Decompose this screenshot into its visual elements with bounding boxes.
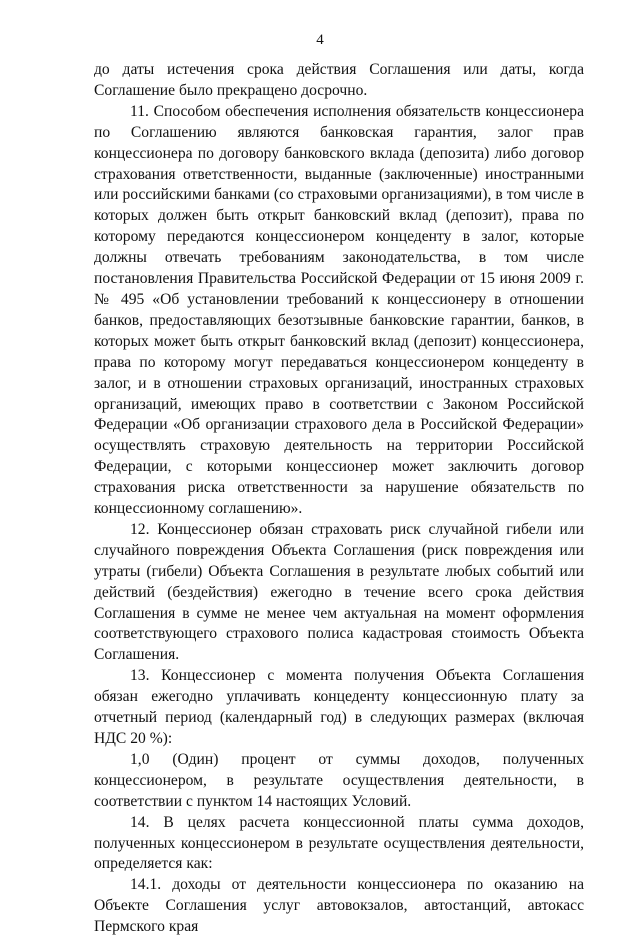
paragraph-continuation: до даты истечения срока действия Соглашения или даты, когда Соглашение было прекращено досрочно. bbox=[94, 61, 584, 99]
paragraph-clause-14: 14. В целях расчета концессионной платы сумма доходов, полученных концессионером в результате осуществления деятельности, определяется как: bbox=[94, 813, 584, 873]
page-number: 4 bbox=[316, 32, 324, 48]
paragraph-clause-13: 13. Концессионер с момента получения Объекта Соглашения обязан ежегодно уплачивать концеденту концессионную плату за отчетный период (календарный год) в следующих размерах (включая НДС 20 %): bbox=[94, 667, 584, 747]
paragraph-clause-14-1: 14.1. доходы от деятельности концессионера по оказанию на Объекте Соглашения услуг автовокзалов, автостанций, автокасс Пермского края bbox=[94, 876, 584, 936]
paragraph-fee-rate: 1,0 (Один) процент от суммы доходов, полученных концессионером, в результате осуществления деятельности, в соответствии с пунктом 14 настоящих Условий. bbox=[94, 750, 584, 810]
paragraph-clause-11: 11. Способом обеспечения исполнения обязательств концессионера по Соглашению являются банковская гарантия, залог прав концессионера по договору банковского вклада (депозита) либо договор страхования ответственности, выданные (заключенные) иностранными или российскими банками (со страховыми организациями), в том числе в которых должен быть открыт банковский вклад (депозит), права по которому передаются концессионером концеденту в залог, которые должны отвечать требованиям законодательства, в том числе постановления Правительства Российской Федерации от 15 июня 2009 г. № 495 «Об установлении требований к концессионеру в отношении банков, предоставляющих безотзывные банковские гарантии, банков, в которых может быть открыт банковский вклад (депозит) концессионера, права по которому могут передаваться концессионером концеденту в залог, и в отношении страховых организаций, иностранных страховых организаций, имеющих право в соответствии с Законом Российской Федерации «Об организации страхового дела в Российской Федерации» осуществлять страховую деятельность на территории Российской Федерации, с которыми концессионер может заключить договор страхования риска ответственности за нарушение обязательств по концессионному соглашению». bbox=[94, 102, 584, 518]
document-body bbox=[94, 60, 584, 938]
paragraph-clause-12: 12. Концессионер обязан страховать риск случайной гибели или случайного повреждения Объекта Соглашения (риск повреждения или утраты (гибели) Объекта Соглашения в результате любых событий или действий (бездействия) ежегодно в течение всего срока действия Соглашения в сумме не менее чем актуальная на момент оформления соответствующего страхового полиса кадастровая стоимость Объекта Соглашения. bbox=[94, 520, 584, 664]
